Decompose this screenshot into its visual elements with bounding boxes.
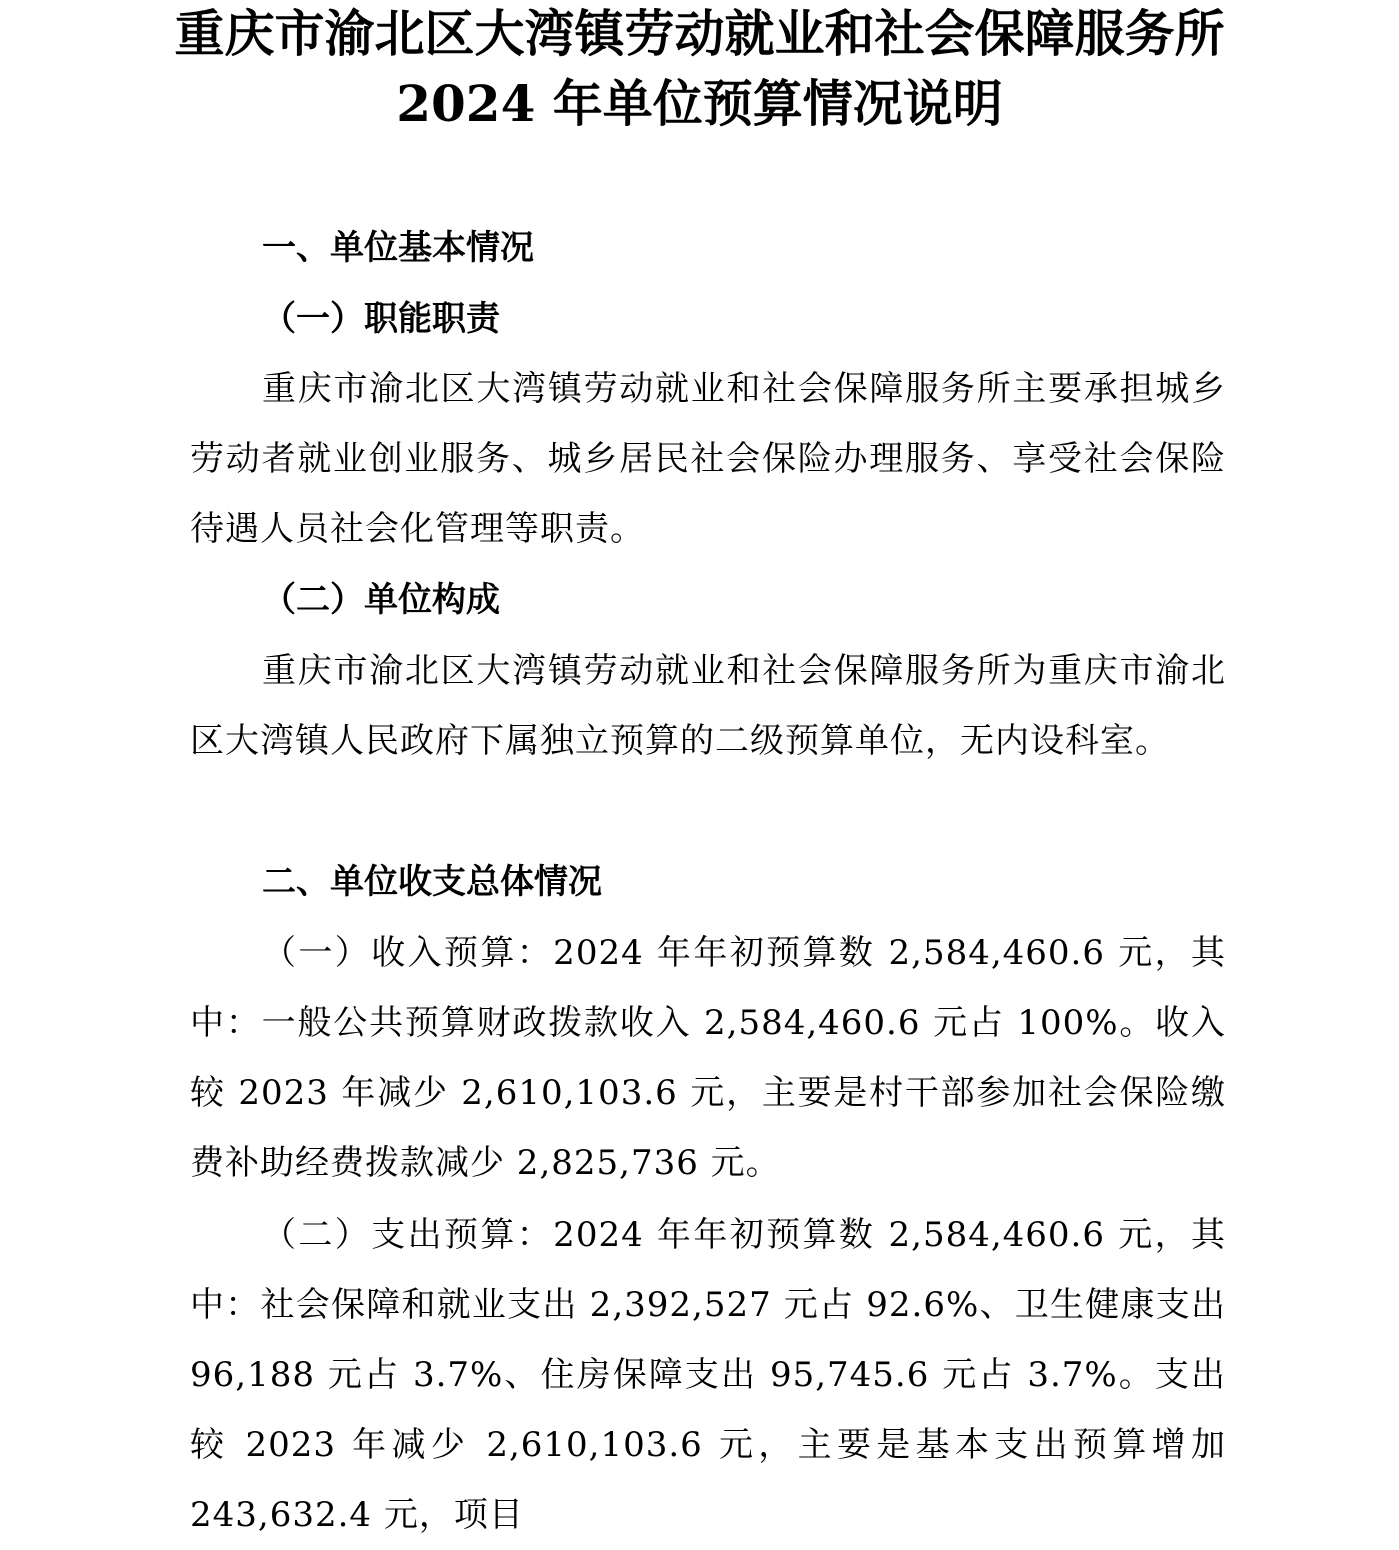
section-2-heading: 二、单位收支总体情况 [262, 862, 602, 902]
expense-budget-paragraph: （二）支出预算：2024 年年初预算数 2,584,460.6 元，其中：社会保障和就业支出 2,392,527 元占 92.6%、卫生健康支出 96,188 元占 3.7%、住房保障支出 95,745.6 元占 3.7%。支出较 2023 年减少 2,610,103.6 元，主要是基本支出预算增加 243,632.4 元，项目 [190, 1215, 1226, 1535]
section-1-sub-2-heading: （二）单位构成 [262, 580, 500, 620]
document-title-line-2: 2024 年单位预算情况说明 [396, 74, 1003, 133]
section-1-sub-2-paragraph: 重庆市渝北区大湾镇劳动就业和社会保障服务所为重庆市渝北区大湾镇人民政府下属独立预算的二级预算单位，无内设科室。 [190, 651, 1226, 761]
section-1-heading: 一、单位基本情况 [262, 228, 534, 268]
document-title-line-1: 重庆市渝北区大湾镇劳动就业和社会保障服务所 [174, 4, 1225, 63]
section-1-sub-1-paragraph: 重庆市渝北区大湾镇劳动就业和社会保障服务所主要承担城乡劳动者就业创业服务、城乡居民社会保险办理服务、享受社会保险待遇人员社会化管理等职责。 [190, 369, 1226, 549]
section-1-sub-1-heading: （一）职能职责 [262, 299, 500, 339]
income-budget-paragraph: （一）收入预算：2024 年年初预算数 2,584,460.6 元，其中：一般公共预算财政拨款收入 2,584,460.6 元占 100%。收入较 2023 年减少 2,610,103.6 元，主要是村干部参加社会保险缴费补助经费拨款减少 2,825,736 元。 [190, 933, 1226, 1183]
